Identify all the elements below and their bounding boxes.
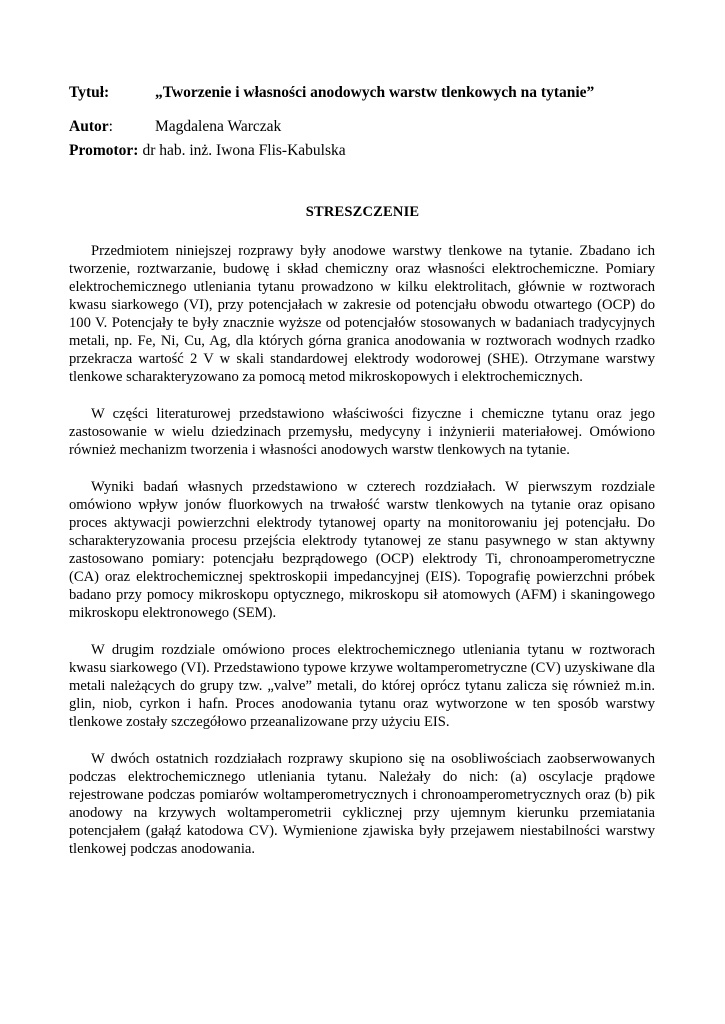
abstract-body: [69, 242, 655, 877]
promotor-label: Promotor:: [69, 142, 139, 159]
title-row: [69, 83, 594, 103]
author-row: [69, 117, 281, 137]
title-label: Tytuł:: [69, 84, 110, 101]
promotor-value: dr hab. inż. Iwona Flis-Kabulska: [142, 142, 346, 159]
paragraph-5: W dwóch ostatnich rozdziałach rozprawy skupiono się na osobliwościach zaobserwowanych podczas elektrochemicznego utleniania tytanu. Należały do nich: (a) oscylacje prądowe rejestrowane podczas pomiarów woltamperometrycznych i chronoamperometrycznych oraz (b) pik anodowy na krzywych woltamperometrii cyklicznej przy ujemnym kierunku przemiatania potencjałem (gałąź katodowa CV). Wymienione zjawiska były przejawem niestabilności warstwy tlenkowej podczas anodowania.: [69, 751, 655, 857]
paragraph-4: W drugim rozdziale omówiono proces elektrochemicznego utleniania tytanu w roztworach kwasu siarkowego (VI). Przedstawiono typowe krzywe woltamperometryczne (CV) uzyskiwane dla metali należących do grupy tzw. „valve” metali, do której oprócz tytanu zalicza się również m.in. glin, niob, cyrkon i hafn. Proces anodowania tytanu oraz wytworzone w ten sposób warstwy tlenkowe zostały szczegółowo przeanalizowane przy użyciu EIS.: [69, 642, 655, 730]
paragraph-1: Przedmiotem niniejszej rozprawy były anodowe warstwy tlenkowe na tytanie. Zbadano ich tworzenie, roztwarzanie, budowę i skład chemiczny oraz własności elektrochemiczne. Pomiary elektrochemicznego utleniania tytanu prowadzono w kilku elektrolitach, głównie w roztworach kwasu siarkowego (VI), przy potencjałach w zakresie od potencjału obwodu otwartego (OCP) do 100 V. Potencjały te były znacznie wyższe od potencjałów stosowanych w badaniach tradycyjnych metali, np. Fe, Ni, Cu, Ag, dla których górna granica anodowania w roztworach wodnych rzadko przekracza wartość 2 V w skali standardowej elektrody wodorowej (SHE). Otrzymane warstwy tlenkowe scharakteryzowano za pomocą metod mikroskopowych i elektrochemicznych.: [69, 243, 655, 385]
author-value: Magdalena Warczak: [155, 118, 282, 135]
promotor-row: [69, 141, 346, 161]
paragraph-3: Wyniki badań własnych przedstawiono w czterech rozdziałach. W pierwszym rozdziale omówiono wpływ jonów fluorkowych na trwałość warstw tlenkowych na tytanie oraz opisano proces aktywacji powierzchni elektrody tytanowej oparty na monitorowaniu jej potencjału. Do scharakteryzowania procesu przejścia elektrody tytanowej ze stanu pasywnego w stan aktywny zastosowano pomiary: potencjału bezprądowego (OCP) elektrody Ti, chronoamperometryczne (CA) oraz elektrochemicznej spektroskopii impedancyjnej (EIS). Topografię powierzchni próbek badano przy pomocy mikroskopu optycznego, mikroskopu sił atomowych (AFM) i skaningowego mikroskopu elektronowego (SEM).: [69, 479, 655, 621]
author-colon: :: [108, 118, 113, 135]
author-label-group: [69, 117, 155, 137]
author-label: Autor: [69, 118, 109, 135]
title-value: „Tworzenie i własności anodowych warstw tlenkowych na tytanie”: [155, 84, 595, 101]
paragraph-2: W części literaturowej przedstawiono właściwości fizyczne i chemiczne tytanu oraz jego zastosowanie w wielu dziedzinach przemysłu, medycyny i inżynierii materiałowej. Omówiono również mechanizm tworzenia i własności anodowych warstw tlenkowych na tytanie.: [69, 406, 655, 458]
section-heading: STRESZCZENIE: [305, 204, 420, 220]
